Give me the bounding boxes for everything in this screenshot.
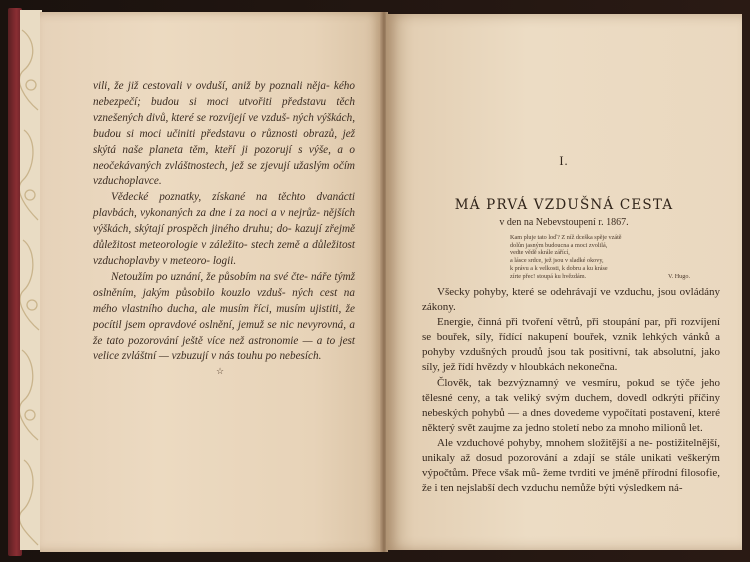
text-line: nějších výškách, skýtají prospěch jiného druhu; do- [93,207,356,236]
text-line: musím ujistiti, že pocítil jsem opravdové oslnění, [93,302,355,331]
marbled-endpaper [20,10,42,550]
paragraph [93,190,355,270]
epigraph-line: dolůn jasným budoucna a moci zvolilá, [510,241,608,249]
text-line: vzbuzují v nás touhu po nebesích. [171,350,322,363]
epigraph-line: a lásce srdce, jež jsou v sladké okovy, [510,257,604,265]
text-line: žeme tvrditi ve jméně přírodní filosofie, že i ten [422,467,721,495]
epigraph-line: vedte vědě skrále zářící, [510,249,570,257]
paragraph [422,315,720,375]
text-line: týče jeho tělesné ceny, a tak veliký svým duchem, [422,376,721,404]
text-line: bouřek, vznik lehkých vánků a pohyby vzdušných [422,331,721,359]
right-page-text [422,285,720,496]
text-line: logii. [212,254,237,267]
paragraph [93,79,355,190]
left-page [40,12,382,552]
left-page-text [93,79,355,365]
chapter-title: MÁ PRVÁ VZDUŠNÁ CESTA [454,197,674,213]
text-line: jež se zjevují užaslým očím vzduchoplavce. [93,159,356,188]
star-ornament-icon: ☆ [216,366,225,376]
text-line: Netoužím po uznání, že působím na své čte- [111,270,308,283]
text-line: postižitelnější, unikaly až dosud pozorování a zdají [422,436,720,465]
text-line: o různosti obrazů, jež skýtá naše planeta těm, kteří [93,127,356,156]
text-line: ji pozorují s výše, a o neočekávaných zvláštnostech, [93,143,355,172]
chapter-number: I. [559,154,569,168]
text-line: plavbách, vykonaných za dne i za noci a v nejrůz- [93,207,320,220]
paragraph [422,376,720,436]
text-line: kého nebezpečí; budou si moci utvořiti představu [93,80,355,108]
text-line: ných výškách, budou si moci učiniti představu [93,111,355,140]
text-line: kazují zřejmě důležitost meteorologie v záležito- [93,223,355,252]
paragraph [422,285,720,315]
paragraph [422,436,720,496]
epigraph [510,234,690,280]
text-line: těch vznešených divů, které se rozvíjejí ve vzduš- [93,95,355,124]
epigraph-line-text: zírte přec! stoupá ku hvězdám. [510,272,587,280]
text-line: dovedeme vypočítati postavení, které některý svět [422,406,720,434]
paragraph [93,270,355,365]
chapter-subtitle: v den na Nebevstoupení r. 1867. [499,217,629,228]
text-line: více než astronomie — a to jest velice zvláštní — [93,334,356,363]
text-line: jsou ovládány zákony. [422,286,720,314]
text-line: jemuž se nic nevyrovná, a že tato pozorování ještě [93,318,356,347]
text-line: Ale vzduchové pohyby, mnohem složitější a ne- [437,436,653,449]
text-line: par, při rozvíjení se bouřek, síly, řídící nakupení [422,316,721,344]
text-line: Energie, činná při tvoření větrů, při stoupání [437,316,641,329]
text-line: stech země a důležitost vzduchoplavby v meteoro- [93,239,356,267]
text-line: vili, že již cestovali v ovduší, aniž by poznali něja- [93,80,330,92]
text-line: ných cest na mého vlastního ducha, ale musím říci, [93,286,355,315]
right-page [386,14,742,550]
text-line: Člověk, tak bezvýznamný ve vesmíru, pokud se [437,376,670,389]
text-line: se stále unikati veškerým výpočtům. Přece však mů- [422,452,720,480]
text-line: proudů jsou tak positivní, tak absolutní, jako síly, [422,346,721,374]
epigraph-author: V. Hugo. [667,272,690,280]
text-line: dovedl odkrýti příčiny nebeských pohybů — a dnes [422,391,720,419]
epigraph-line: k právu a k velkosti, k dobru a ku kráse [510,264,608,272]
epigraph-line: Kam pluje tato loď? Z níž dceška spěje vzátě [510,234,622,241]
text-line: nejslabší dech vzduchu nemůže býti výsledkem ná- [456,482,683,495]
text-line: Všecky pohyby, které se odehrávají ve vzduchu, [437,286,655,298]
epigraph-line [510,273,690,281]
text-line: jež řídí hvězdy v hloubkách nekonečna. [442,361,618,374]
text-line: náře týmž oslněním, jakým působilo kouzlo vzduš- [93,270,355,299]
text-line: Vědecké poznatky, získané na těchto dvanácti [111,191,355,204]
text-line: zaujme za jedno století nebo za mnoho milionů let. [478,421,703,434]
